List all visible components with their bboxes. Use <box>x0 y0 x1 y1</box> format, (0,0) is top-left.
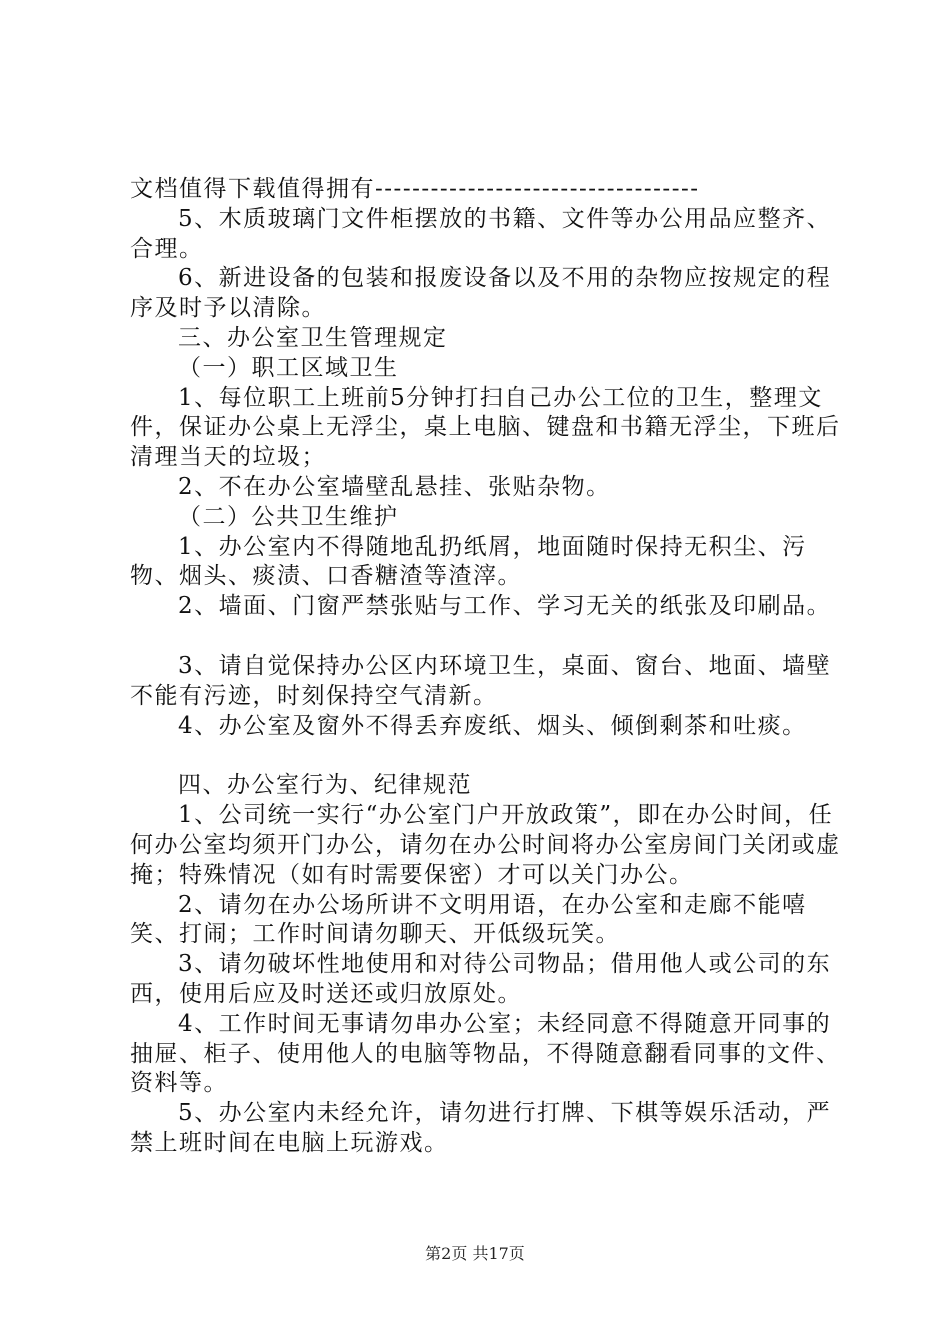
paragraph: 3、请自觉保持办公区内环境卫生，桌面、窗台、地面、墙壁不能有污迹，时刻保持空气清新。 <box>130 652 832 709</box>
section-heading: 三、办公室卫生管理规定 <box>178 324 448 351</box>
paragraph: 2、不在办公室墙壁乱悬挂、张贴杂物。 <box>178 473 611 500</box>
paragraph: 2、墙面、门窗严禁张贴与工作、学习无关的纸张及印刷品。 <box>178 593 832 620</box>
paragraph: 6、新进设备的包装和报废设备以及不用的杂物应按规定的程序及时予以清除。 <box>130 265 832 322</box>
paragraph: 2、请勿在办公场所讲不文明用语，在办公室和走廊不能嘻笑、打闹；工作时间请勿聊天、开低级玩笑。 <box>130 891 807 948</box>
paragraph: 1、办公室内不得随地乱扔纸屑，地面随时保持无积尘、污物、烟头、痰渍、口香糖渣等渣滓。 <box>130 533 807 590</box>
paragraph: 4、办公室及窗外不得丢弃废纸、烟头、倾倒剩茶和吐痰。 <box>178 712 807 739</box>
paragraph: 5、木质玻璃门文件柜摆放的书籍、文件等办公用品应整齐、合理。 <box>130 205 832 262</box>
blank-line <box>130 741 845 771</box>
subsection-heading: （二）公共卫生维护 <box>178 503 399 530</box>
paragraph: 1、每位职工上班前5分钟打扫自己办公工位的卫生，整理文件，保证办公桌上无浮尘，桌上电脑、键盘和书籍无浮尘，下班后清理当天的垃圾； <box>130 384 841 471</box>
document-body <box>130 175 845 1159</box>
page-number-footer: 第2页 共17页 <box>425 1244 525 1263</box>
section-heading: 四、办公室行为、纪律规范 <box>178 772 472 799</box>
paragraph: 1、公司统一实行“办公室门户开放政策”，即在办公时间，任何办公室均须开门办公，请勿在办公时间将办公室房间门关闭或虚掩；特殊情况（如有时需要保密）才可以关门办公。 <box>130 802 841 888</box>
paragraph: 3、请勿破坏性地使用和对待公司物品；借用他人或公司的东西，使用后应及时送还或归放原处。 <box>130 951 832 1007</box>
subsection-heading: （一）职工区域卫生 <box>178 354 399 381</box>
paragraph: 4、工作时间无事请勿串办公室；未经同意不得随意开同事的抽屉、柜子、使用他人的电脑等物品，不得随意翻看同事的文件、资料等。 <box>130 1010 841 1097</box>
header-text: 文档值得下载值得拥有----------------------------------- <box>130 176 700 202</box>
paragraph: 5、办公室内未经允许，请勿进行打牌、下棋等娱乐活动，严禁上班时间在电脑上玩游戏。 <box>130 1100 832 1156</box>
blank-line <box>130 622 845 652</box>
